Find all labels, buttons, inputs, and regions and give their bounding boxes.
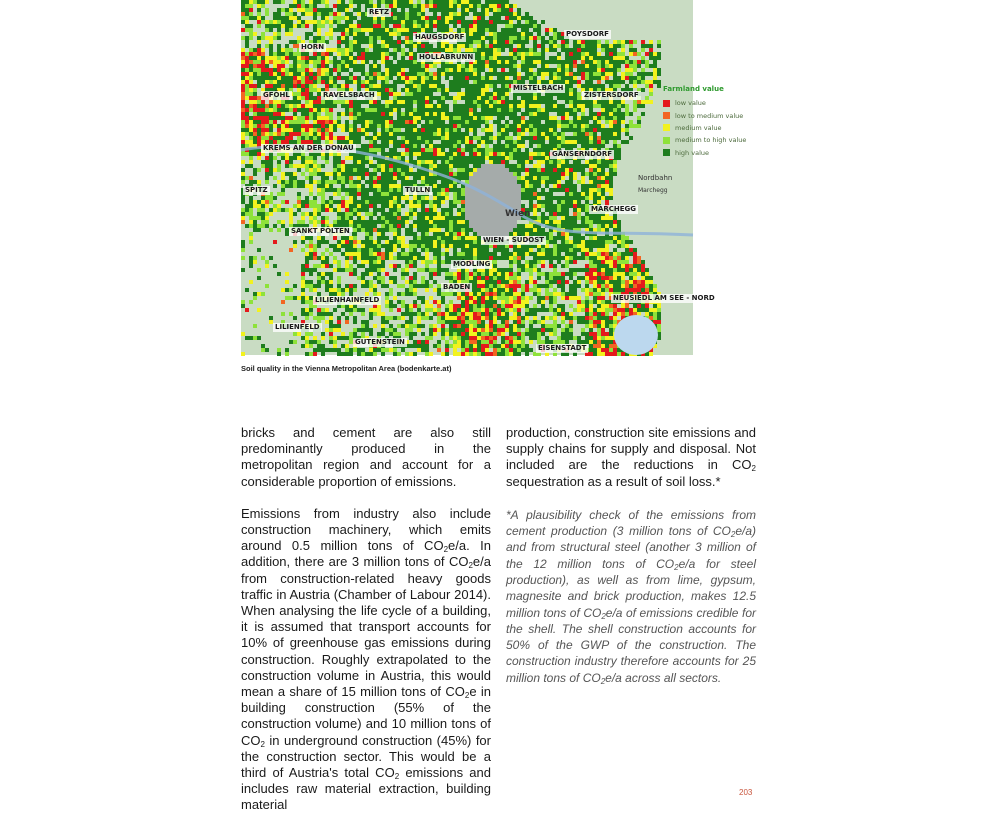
page-number: 203: [739, 788, 753, 797]
text-span: e/a for steel production), as well as from lime, gypsum, magnesite and brick production, makes 12.5 million tons of CO: [506, 556, 756, 620]
legend-swatch: [663, 124, 670, 131]
legend-item-high: [663, 147, 773, 159]
map-label-krems: KREMS AN DER DONAU: [263, 144, 354, 152]
footnote-plausibility: [506, 507, 756, 686]
subscript: 2: [674, 562, 679, 572]
map-label-neusiedl: NEUSIEDL AM SEE - NORD: [613, 294, 715, 302]
map-label-poysdorf: POYSDORF: [566, 30, 609, 38]
text-span: production, construction site emissions and supply chains for supply and disposal. Not included are the reductions in CO: [506, 425, 756, 473]
subscript: 2: [751, 464, 756, 474]
legend-label: medium to high value: [675, 136, 747, 145]
text-span: emissions and includes raw material extraction, building material: [241, 765, 492, 813]
map-label-wien: Wien: [505, 209, 531, 219]
map-legend: [663, 85, 773, 159]
text-span: e/a across all sectors.: [605, 670, 722, 685]
map-label-retz: RETZ: [369, 8, 390, 16]
legend-items: [663, 97, 773, 159]
text-span: sequestration as a result of soil loss.*: [506, 473, 721, 489]
map-label-tulln: TULLN: [405, 186, 431, 194]
map-label-haugsdorf: HAUGSDORF: [415, 33, 465, 41]
legend-item-low: [663, 97, 773, 109]
subscript: 2: [601, 611, 606, 621]
text-column-right: [506, 425, 756, 686]
legend-title: Farmland value: [663, 85, 724, 93]
map-label-mistelbach: MISTELBACH: [513, 84, 564, 92]
subscript: 2: [260, 739, 265, 749]
legend-label: low value: [675, 99, 706, 108]
subscript: 2: [468, 561, 473, 571]
map-label-lilienhainfeld: LILIENHAINFELD: [315, 296, 380, 304]
map-label-modling: MÖDLING: [453, 260, 491, 268]
text-span: e/a) and from structural steel (another 3 million of the 12 million tons of CO: [506, 524, 756, 571]
map-label-zistersdorf: ZISTERSDORF: [584, 91, 639, 99]
paragraph-bricks-cement: bricks and cement are also still predominantly produced in the metropolitan region and account for a considerable proportion of emissions.: [241, 425, 491, 489]
text-span: e in building construction (55% of the construction volume) and 10 million tons of CO: [241, 684, 491, 748]
legend-label: low to medium value: [675, 111, 744, 120]
paragraph-industry-emissions: [241, 506, 491, 814]
map-label-hollabrunn: HOLLABRUNN: [419, 53, 474, 61]
map-label-spitz: SPITZ: [245, 186, 268, 194]
legend-item-medium-high: [663, 134, 773, 146]
subscript: 2: [730, 530, 736, 540]
map-label-wien-sudost: WIEN - SÜDOST: [483, 236, 545, 244]
subscript: 2: [394, 772, 400, 782]
map-label-horn: HORN: [301, 43, 325, 51]
map-label-gutenstein: GUTENSTEIN: [355, 338, 405, 346]
map-label-nordbahn: Nordbahn: [638, 174, 673, 182]
paragraph-production: [506, 425, 756, 490]
map-label-ganserndorf: GÄNSERNDORF: [552, 150, 613, 158]
legend-swatch: [663, 112, 670, 119]
map-label-sankt-polten: SANKT PÖLTEN: [291, 227, 350, 235]
map-label-eisenstadt: EISENSTADT: [538, 344, 587, 352]
text-span: Emissions from industry also include construction machinery, which emits around 0.5 million tons of CO: [241, 505, 491, 554]
text-span: e/a of emissions credible for the shell. The shell construction accounts for 50% of the GWP of the construction. The construction industry therefore accounts for 25 million tons of CO: [506, 605, 757, 685]
legend-item-medium: [663, 122, 773, 134]
subscript: 2: [443, 545, 449, 555]
map-label-baden: BADEN: [443, 283, 471, 291]
text-column-left: [241, 425, 491, 814]
legend-swatch: [663, 100, 670, 107]
text-span: e/a from construction-related heavy goods traffic in Austria (Chamber of Labour 2014). When analysing the life cycle of a building, it is assumed that transport accounts for 10% of greenhouse gas emissions during construction. Roughly extrapolated to the construction volume in Austria, this would mean a share of 15 million tons of CO: [241, 554, 491, 700]
map-label-gfohl: GFÖHL: [263, 91, 290, 99]
text-span: in underground construction (45%) for the construction sector. This would be a third of Austria's total CO: [241, 732, 491, 781]
legend-label: high value: [675, 148, 709, 157]
map-label-marchegg: MARCHEGG: [591, 205, 637, 213]
legend-label: medium value: [675, 123, 722, 132]
subscript: 2: [600, 676, 606, 686]
text-span: *A plausibility check of the emissions from cement production (3 million tons of CO: [506, 507, 756, 539]
map-label-ravelsbach: RAVELSBACH: [323, 91, 375, 99]
figure-caption: Soil quality in the Vienna Metropolitan Area (bodenkarte.at): [241, 364, 452, 373]
legend-swatch: [663, 149, 670, 156]
subscript: 2: [464, 691, 470, 701]
text-span: e/a. In addition, there are 3 million tons of CO: [241, 538, 491, 570]
legend-item-low-medium: [663, 109, 773, 121]
map-label-lilienfeld: LILIENFELD: [275, 323, 320, 331]
legend-swatch: [663, 137, 670, 144]
map-label-marchegg-small: Marchegg: [638, 187, 668, 194]
